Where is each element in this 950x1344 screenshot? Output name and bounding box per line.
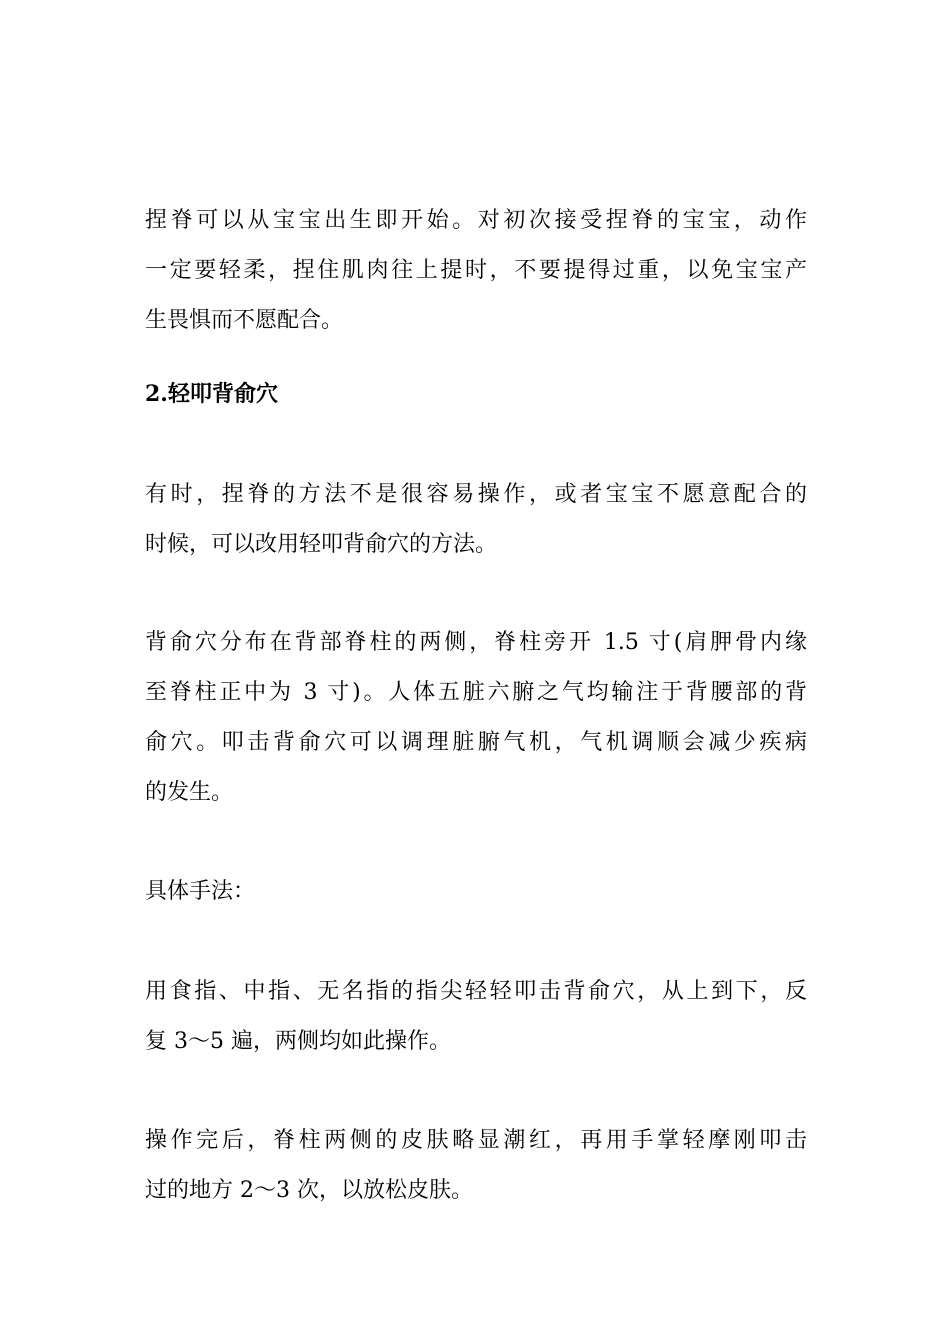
text-line: 过的地方 2～3 次，以放松皮肤。 bbox=[145, 1178, 473, 1203]
paragraph-method-label bbox=[145, 867, 807, 917]
section-heading bbox=[145, 369, 807, 419]
text-line: 的发生。 bbox=[145, 780, 234, 805]
text-line: 用食指、中指、无名指的指尖轻轻叩击背俞穴，从上到下，反 bbox=[145, 979, 807, 1004]
text-line: 有时，捏脊的方法不是很容易操作，或者宝宝不愿意配合的 bbox=[145, 482, 807, 507]
text-line: 操作完后，脊柱两侧的皮肤略显潮红，再用手掌轻摩刚叩击 bbox=[145, 1128, 807, 1153]
text-line: 俞穴。叩击背俞穴可以调理脏腑气机，气机调顺会减少疾病 bbox=[145, 730, 807, 755]
text-line: 具体手法： bbox=[145, 879, 256, 904]
paragraph-after-care bbox=[145, 1116, 807, 1216]
text-line: 捏脊可以从宝宝出生即开始。对初次接受捏脊的宝宝，动作 bbox=[145, 208, 807, 233]
heading-text: 2.轻叩背俞穴 bbox=[145, 381, 278, 407]
paragraph-acupoint-location bbox=[145, 618, 807, 818]
text-line: 至脊柱正中为 3 寸)。人体五脏六腑之气均输注于背腰部的背 bbox=[145, 680, 807, 705]
text-line: 时候，可以改用轻叩背俞穴的方法。 bbox=[145, 532, 498, 557]
paragraph-method-steps bbox=[145, 967, 807, 1067]
text-line: 生畏惧而不愿配合。 bbox=[145, 308, 344, 333]
text-line: 复 3～5 遍，两侧均如此操作。 bbox=[145, 1029, 451, 1054]
paragraph-alternative bbox=[145, 470, 807, 570]
text-line: 背俞穴分布在背部脊柱的两侧，脊柱旁开 1.5 寸(肩胛骨内缘 bbox=[145, 630, 807, 655]
text-line: 一定要轻柔，捏住肌肉往上提时，不要提得过重，以免宝宝产 bbox=[145, 258, 807, 283]
paragraph-start-age bbox=[145, 196, 807, 346]
